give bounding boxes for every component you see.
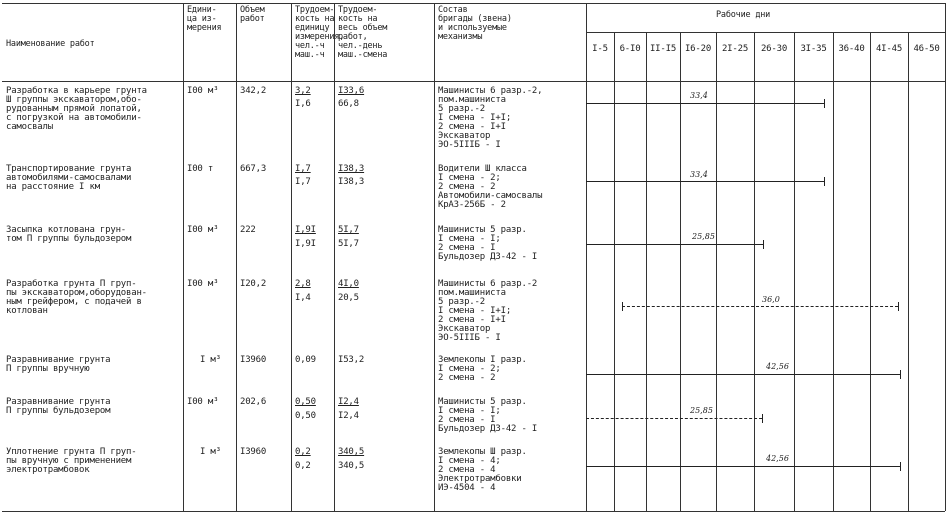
labor-total-bottom: 66,8 <box>338 99 359 109</box>
labor-total-bottom: 340,5 <box>338 461 365 471</box>
bar-label: 42,56 <box>766 454 789 463</box>
schedule-bar <box>586 244 763 245</box>
col-sep <box>291 3 292 511</box>
day-range-label: II-I5 <box>649 44 677 54</box>
bar-label: 36,0 <box>762 295 780 304</box>
header-volume: Объем работ <box>240 5 265 24</box>
crew: Машинисты 5 разр. I смена - I; 2 смена - I Бульдозер ДЗ-42 - I <box>438 225 538 262</box>
bar-end-tick <box>900 370 901 379</box>
header-labor-total: Трудоем- кость на весь объем работ, чел.-день маш.-смена <box>338 5 388 60</box>
labor-total-top: 4I,0 <box>338 279 359 289</box>
labor-unit-bottom: I,7 <box>295 177 311 187</box>
schedule-bar <box>586 181 824 182</box>
volume: 202,6 <box>240 397 267 407</box>
work-name: Разравнивание грунта П группы вручную <box>6 355 111 374</box>
unit: I00 т <box>187 164 214 174</box>
volume: I20,2 <box>240 279 267 289</box>
labor-unit-top: 3,2 <box>295 86 311 96</box>
day-range-label: 4I-45 <box>875 44 903 54</box>
schedule-bar <box>586 374 900 375</box>
day-range-label: 3I-35 <box>800 44 827 54</box>
header-unit: Едини- ца из- мерения <box>187 5 222 33</box>
table-top-border <box>2 3 945 4</box>
work-name: Разработка в карьере грунта Ш группы экскаватором,обо- рудованным прямой лопатой, с погрузкой на автомобили- самосвалы <box>6 86 147 132</box>
volume: 342,2 <box>240 86 267 96</box>
bar-label: 25,85 <box>692 232 715 241</box>
volume: I3960 <box>240 355 267 365</box>
bar-end-tick <box>824 177 825 186</box>
labor-unit-top: 0,09 <box>295 355 316 365</box>
bar-label: 25,85 <box>690 406 713 415</box>
col-sep <box>334 3 335 511</box>
labor-total-top: 340,5 <box>338 447 365 457</box>
day-range-label: 6-I0 <box>619 44 641 54</box>
crew: Машинисты 6 разр.-2 пом.машиниста 5 разр.-2 I смена - I+I; 2 смена - I+I Экскаватор ЭО-5IIIБ - I <box>438 279 538 343</box>
bar-label: 33,4 <box>690 91 708 100</box>
unit: I00 м³ <box>187 279 219 289</box>
labor-unit-bottom: I,6 <box>295 99 311 109</box>
labor-unit-top: I,7 <box>295 164 311 174</box>
table-bottom-border <box>2 511 945 512</box>
labor-unit-bottom: I,4 <box>295 293 311 303</box>
volume: I3960 <box>240 447 267 457</box>
labor-unit-bottom: 0,2 <box>295 461 311 471</box>
col-sep <box>236 3 237 511</box>
labor-unit-top: 0,2 <box>295 447 311 457</box>
work-name: Уплотнение грунта П груп- пы вручную с применением электротрамбовок <box>6 447 137 475</box>
labor-unit-top: 0,50 <box>295 397 316 407</box>
volume: 222 <box>240 225 256 235</box>
col-sep <box>434 3 435 511</box>
labor-unit-top: 2,8 <box>295 279 311 289</box>
bar-end-tick <box>898 302 899 311</box>
day-range-label: I-5 <box>592 44 608 54</box>
header-crew: Состав бригады (звена) и используемые механизмы <box>438 5 512 42</box>
unit: I00 м³ <box>187 225 219 235</box>
unit: I м³ <box>200 355 221 365</box>
day-range-label: 46-50 <box>913 44 940 54</box>
crew: Водители Ш класса I смена - 2; 2 смена - 2 Автомобили-самосвалы КрАЗ-256Б - 2 <box>438 164 543 210</box>
header-labor-unit: Трудоем- кость на единицу измерения, чел.-ч маш.-ч <box>295 5 345 60</box>
unit: I00 м³ <box>187 397 219 407</box>
crew: Машинисты 5 разр. I смена - I; 2 смена - I Бульдозер ДЗ-42 - I <box>438 397 538 434</box>
col-sep <box>586 3 587 511</box>
work-name: Засыпка котлована грун- том П группы бульдозером <box>6 225 132 244</box>
day-sep <box>908 32 909 511</box>
crew: Машинисты 6 разр.-2, пом.машиниста 5 разр.-2 I смена - I+I; 2 смена - I+I Экскаватор ЭО-5IIIБ - I <box>438 86 543 150</box>
work-name: Разработка грунта П груп- пы экскаватором,оборудован- ным грейфером, с подачей в котлован <box>6 279 147 316</box>
day-sep <box>870 32 871 511</box>
labor-unit-top: I,9I <box>295 225 316 235</box>
bar-label: 33,4 <box>690 170 708 179</box>
work-name: Транспортирование грунта автомобилями-самосвалами на расстояние I км <box>6 164 132 192</box>
labor-total-bottom: 5I,7 <box>338 239 359 249</box>
crew: Землекопы I разр. I смена - 2; 2 смена - 2 <box>438 355 527 383</box>
schedule-bar <box>586 466 900 467</box>
labor-total-bottom: I38,3 <box>338 177 365 187</box>
labor-total-bottom: I2,4 <box>338 411 359 421</box>
header-working-days: Рабочие дни <box>716 10 771 20</box>
labor-total-top: I33,6 <box>338 86 365 96</box>
day-sep <box>833 32 834 511</box>
day-range-label: 2I-25 <box>721 44 749 54</box>
crew: Землекопы Ш разр. I смена - 4; 2 смена - 4 Электротрамбовки ИЭ-4504 - 4 <box>438 447 527 493</box>
bar-label: 42,56 <box>766 362 789 371</box>
day-range-label: 26-30 <box>760 44 788 54</box>
labor-total-top: I53,2 <box>338 355 365 365</box>
col-sep <box>183 3 184 511</box>
labor-total-top: 5I,7 <box>338 225 359 235</box>
schedule-bar <box>586 103 824 104</box>
schedule-bar <box>622 306 898 307</box>
labor-unit-bottom: 0,50 <box>295 411 316 421</box>
day-range-label: 36-40 <box>838 44 865 54</box>
volume: 667,3 <box>240 164 267 174</box>
header-name: Наименование работ <box>6 39 95 49</box>
labor-total-bottom: 20,5 <box>338 293 359 303</box>
header-bottom-border <box>2 81 945 82</box>
labor-total-top: I2,4 <box>338 397 359 407</box>
day-range-label: I6-20 <box>684 44 712 54</box>
days-subheader-line <box>586 32 945 33</box>
labor-total-top: I38,3 <box>338 164 365 174</box>
bar-end-tick <box>824 99 825 108</box>
schedule-bar <box>586 418 762 419</box>
unit: I00 м³ <box>187 86 219 96</box>
labor-unit-bottom: I,9I <box>295 239 316 249</box>
col-sep <box>945 3 946 511</box>
bar-end-tick <box>763 240 764 249</box>
bar-end-tick <box>762 414 763 423</box>
unit: I м³ <box>200 447 221 457</box>
bar-end-tick <box>900 462 901 471</box>
work-name: Разравнивание грунта П группы бульдозером <box>6 397 111 416</box>
